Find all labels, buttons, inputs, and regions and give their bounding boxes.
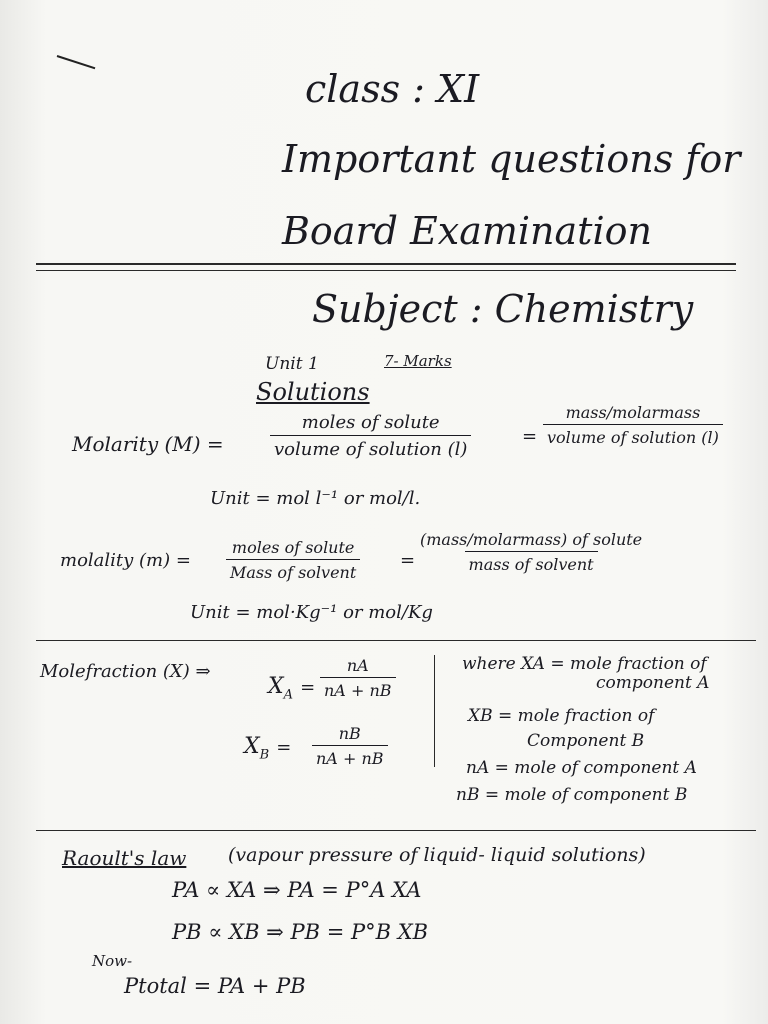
xa-fraction	[320, 656, 396, 700]
mole-fraction-separator	[434, 655, 435, 767]
molarity-denominator-1: volume of solution (l)	[270, 435, 471, 460]
molarity-label: Molarity (M) =	[72, 432, 224, 456]
divider-2	[36, 640, 756, 641]
title-line-1: Important questions for	[282, 137, 741, 181]
molality-label: molality (m) =	[60, 550, 191, 571]
raoult-title: Raoult's law	[62, 846, 187, 870]
now-label: Now-	[92, 952, 133, 970]
where-na: nA = mole of component A	[466, 758, 697, 778]
molality-unit: Unit = mol·Kg⁻¹ or mol/Kg	[190, 602, 433, 623]
raoult-equation-a: PA ∝ XA ⇒ PA = P°A XA	[172, 878, 422, 902]
divider-1b	[36, 270, 736, 271]
xa-numerator: nA	[346, 656, 369, 675]
subject-heading: Subject : Chemistry	[312, 287, 694, 331]
xb-numerator: nB	[338, 724, 361, 743]
xb-subscript: B	[259, 747, 270, 763]
raoult-total: Ptotal = PA + PB	[124, 974, 306, 998]
xa-equals: =	[300, 677, 316, 698]
molality-denominator-1: Mass of solvent	[226, 559, 360, 582]
xb-symbol	[244, 736, 291, 761]
molarity-fraction-2	[543, 403, 723, 447]
where-nb: nB = mole of component B	[456, 785, 688, 805]
divider-1	[36, 263, 736, 265]
molarity-unit: Unit = mol l⁻¹ or mol/l.	[210, 488, 421, 509]
molality-numerator-1: moles of solute	[231, 538, 355, 557]
molality-numerator-2: (mass/molarmass) of solute	[420, 530, 643, 549]
xb-equals: =	[276, 737, 292, 758]
divider-3	[36, 830, 756, 831]
xb-fraction	[312, 724, 388, 768]
marks-label: 7- Marks	[384, 352, 452, 370]
molarity-numerator-1: moles of solute	[301, 412, 440, 433]
class-heading: class : XI	[305, 67, 480, 111]
molality-fraction-1	[226, 538, 360, 582]
xa-symbol	[268, 676, 315, 701]
molarity-fraction-1	[270, 412, 471, 460]
where-xa-cont: component A	[596, 673, 710, 693]
raoult-equation-b: PB ∝ XB ⇒ PB = P°B XB	[172, 920, 429, 944]
where-xb-cont: Component B	[527, 731, 645, 751]
molality-fraction-2	[416, 530, 646, 574]
mole-fraction-label: Molefraction (X) ⇒	[40, 661, 211, 682]
molarity-equals: =	[522, 426, 538, 447]
molality-denominator-2: mass of solvent	[465, 551, 598, 574]
xb-letter: X	[244, 734, 260, 759]
xa-subscript: A	[283, 687, 294, 703]
topic-title: Solutions	[256, 378, 370, 406]
raoult-subtitle: (vapour pressure of liquid- liquid solutions)	[228, 844, 646, 866]
molarity-numerator-2: mass/molarmass	[565, 403, 701, 422]
where-xb: XB = mole fraction of	[468, 706, 655, 726]
molarity-denominator-2: volume of solution (l)	[543, 424, 723, 447]
xb-denominator: nA + nB	[312, 745, 388, 768]
unit-label: Unit 1	[265, 354, 319, 374]
molality-equals: =	[400, 550, 416, 571]
pen-mark	[57, 55, 96, 69]
xa-letter: X	[268, 674, 284, 699]
xa-denominator: nA + nB	[320, 677, 396, 700]
where-xa: where XA = mole fraction of	[462, 654, 707, 674]
title-line-2: Board Examination	[282, 209, 652, 253]
